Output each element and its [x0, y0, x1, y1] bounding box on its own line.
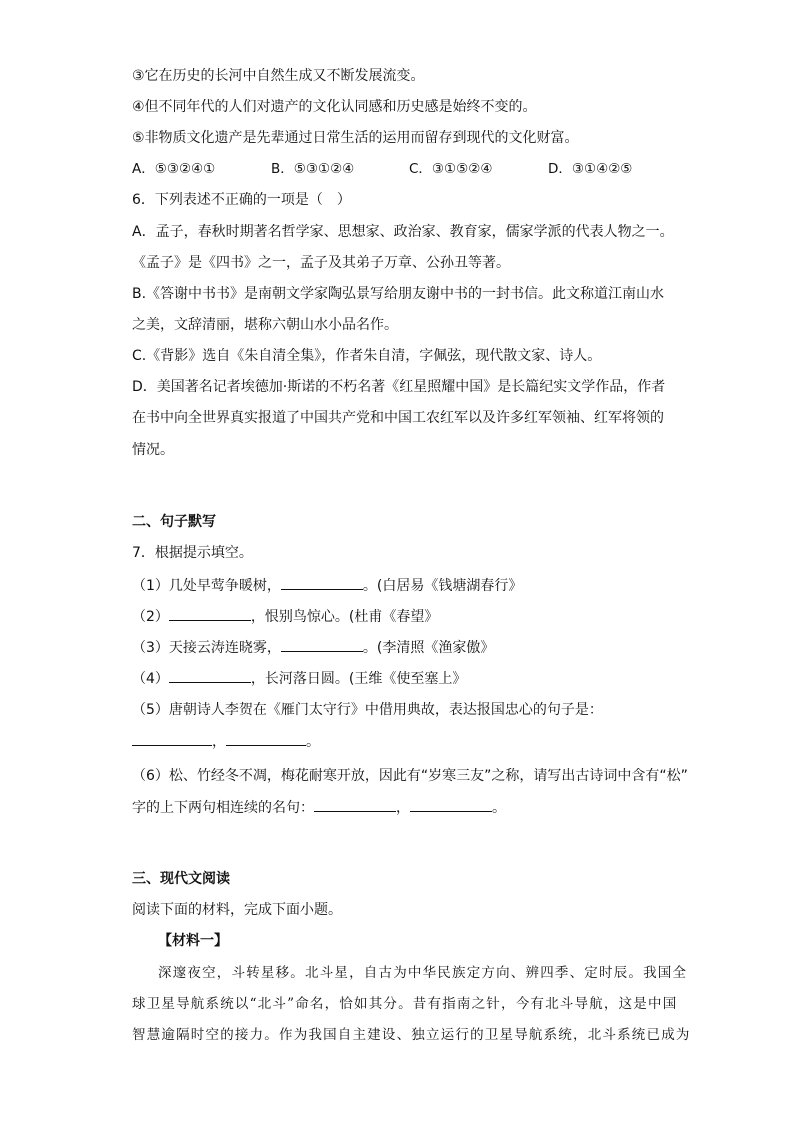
q6-option-a-line1: A．孟子，春秋时期著名哲学家、思想家、政治家、教育家，儒家学派的代表人物之一。: [132, 224, 674, 240]
q6-option-a-line2: 《孟子》是《四书》之一，孟子及其弟子万章、公孙丑等著。: [132, 255, 510, 271]
q6-option-d-line1: D．美国著名记者埃德加·斯诺的不朽名著《红星照耀中国》是长篇纪实文学作品，作者: [132, 379, 666, 395]
material-1-line2: 球卫星导航系统以“北斗”命名，恰如其分。昔有指南之针，今有北斗导航，这是中国: [132, 996, 678, 1012]
answer-blank-6b[interactable]: [410, 797, 492, 812]
recite-3-suffix: 。(李清照《渔家傲》: [362, 640, 495, 656]
material-1-line3: 智慧逾隔时空的接力。作为我国自主建设、独立运行的卫星导航系统，北斗系统已成为: [132, 1027, 691, 1043]
recite-item-2: [132, 606, 438, 627]
answer-blank-4[interactable]: [169, 668, 251, 683]
recite-item-4: [132, 668, 466, 689]
option-d: D．③①④②⑤: [548, 161, 633, 177]
reading-intro: 阅读下面的材料，完成下面小题。: [132, 902, 342, 918]
answer-blank-6a[interactable]: [314, 797, 396, 812]
section-3-title: 三、现代文阅读: [132, 871, 230, 887]
answer-blank-2[interactable]: [169, 606, 251, 621]
material-1-line1: 深邃夜空，斗转星移。北斗星，自古为中华民族定方向、辨四季、定时辰。我国全: [158, 965, 688, 981]
period: 。: [492, 800, 506, 816]
material-1-heading: 【材料一】: [158, 933, 228, 949]
comma: ，: [212, 734, 226, 750]
recite-item-6-line2: [132, 797, 506, 818]
recite-item-6-line1: （6）松、竹经冬不凋，梅花耐寒开放，因此有“岁寒三友”之称，请写出古诗词中含有“松”: [132, 768, 688, 784]
answer-blank-5a[interactable]: [132, 731, 212, 746]
recite-2-prefix: （2）: [132, 609, 169, 625]
statement-5: ⑤非物质文化遗产是先辈通过日常生活的运用而留存到现代的文化财富。: [132, 130, 579, 146]
option-b: B．⑤③①②④: [271, 161, 355, 177]
q6-option-b-line1: B.《答谢中书书》是南朝文学家陶弘景写给朋友谢中书的一封书信。此文称道江南山水: [132, 286, 665, 302]
comma: ，: [396, 800, 410, 816]
period: 。: [306, 734, 320, 750]
answer-blank-1[interactable]: [281, 575, 363, 590]
question-7-stem: 7．根据提示填空。: [132, 545, 253, 561]
answer-blank-3[interactable]: [281, 637, 363, 652]
option-a: A．⑤③②④①: [132, 161, 216, 177]
q6-option-b-line2: 之美，文辞清丽，堪称六朝山水小品名作。: [132, 317, 398, 333]
answer-blank-5b[interactable]: [226, 731, 306, 746]
q6-option-c-line1: C.《背影》选自《朱自清全集》，作者朱自清，字佩弦，现代散文家、诗人。: [132, 348, 602, 364]
recite-2-suffix: ，恨别鸟惊心。(杜甫《春望》: [250, 609, 439, 625]
question-6-stem: 6．下列表述不正确的一项是（ ）: [132, 192, 351, 208]
recite-1-suffix: 。(白居易《钱塘湖春行》: [362, 578, 523, 594]
q6-option-d-line3: 情况。: [132, 442, 174, 458]
recite-1-prefix: （1）几处早莺争暖树，: [132, 578, 281, 594]
recite-item-5-answers: [132, 731, 320, 752]
recite-item-5: （5）唐朝诗人李贺在《雁门太守行》中借用典故，表达报国忠心的句子是：: [132, 702, 603, 718]
recite-4-prefix: （4）: [132, 671, 169, 687]
section-2-title: 二、句子默写: [132, 514, 216, 530]
recite-item-3: [132, 637, 494, 658]
recite-6-prefix: 字的上下两句相连续的名句：: [132, 800, 314, 816]
statement-4: ④但不同年代的人们对遗产的文化认同感和历史感是始终不变的。: [132, 99, 537, 115]
q6-option-d-line2: 在书中向全世界真实报道了中国共产党和中国工农红军以及许多红军领袖、红军将领的: [132, 410, 664, 426]
recite-3-prefix: （3）天接云涛连晓雾，: [132, 640, 281, 656]
recite-item-1: [132, 575, 522, 596]
option-c: C．③①⑤②④: [409, 161, 493, 177]
recite-4-suffix: ，长河落日圆。(王维《使至塞上》: [250, 671, 467, 687]
statement-3: ③它在历史的长河中自然生成又不断发展流变。: [132, 68, 425, 84]
